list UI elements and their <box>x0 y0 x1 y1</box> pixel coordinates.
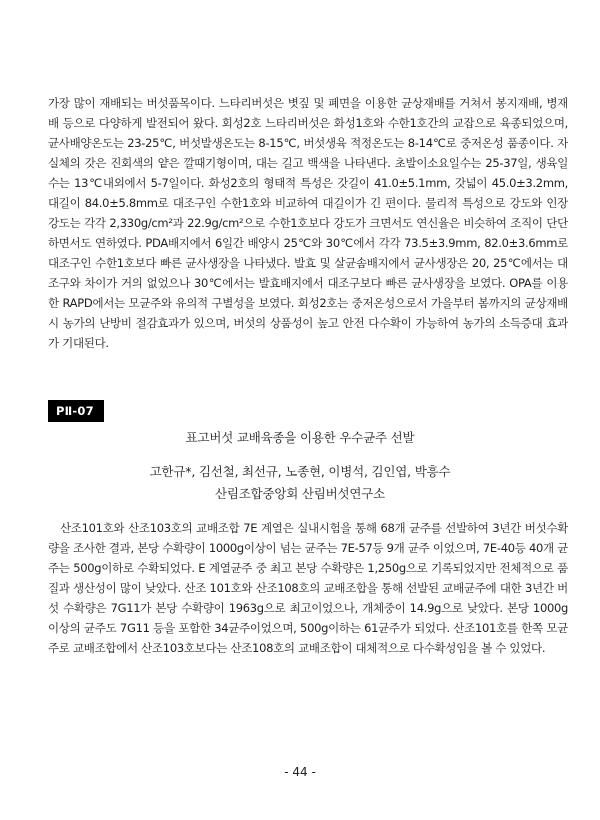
abstract-continuation-paragraph: 가장 많이 재배되는 버섯품목이다. 느타리버섯은 볏짚 및 폐면을 이용한 균상재배를 거쳐서 봉지재배, 병재배 등으로 다양하게 발전되어 왔다. 회성2호 느타리버섯은 화성1호와 수한1호간의 교잡으로 육종되었으며, 균사배양온도는 23-25℃, 버섯발생온도는 8-15℃, 버섯생육 적정온도는 8-14℃로 중저온성 품종이다. 자실체의 갓은 진회색의 얕은 깔때기형이며, 대는 길고 백색을 나타낸다. 초발이소요일수는 25-37일, 생육일수는 13℃내외에서 5-7일이다. 화성2호의 형태적 특성은 갓길이 41.0±5.1mm, 갓넓이 45.0±3.2mm, 대길이 84.0±5.8mm로 대조구인 수한1호와 비교하여 대길이가 긴 편이다. 물리적 특성으로 강도와 인장강도는 각각 2,330g/cm²과 22.9g/cm²으로 수한1호보다 강도가 크면서도 연신율은 비슷하여 조직이 단단하면서도 연하였다. PDA배지에서 6일간 배양시 25℃와 30℃에서 각각 73.5±3.9mm, 82.0±3.6mm로 대조구인 수한1호보다 빠른 균사생장을 나타냈다. 발효 및 살균솜배지에서 균사생장은 20, 25℃에서는 대조구와 차이가 거의 없었으나 30℃에서는 발효배지에서 대조구보다 빠른 균사생장을 보였다. OPA를 이용한 RAPD에서는 모균주와 유의적 구별성을 보였다. 회성2호는 중저온성으로서 가을부터 봄까지의 균상재배시 농가의 난방비 절감효과가 있으며, 버섯의 상품성이 높고 안전 다수확이 가능하여 농가의 소득증대 효과가 기대된다. <box>48 96 568 350</box>
abstract-body-paragraph: 산조101호와 산조103호의 교배조합 7E 계열은 실내시험을 통해 68개 균주를 선발하여 3년간 버섯수확량을 조사한 결과, 본당 수확량이 1000g이상이 넘는 균주는 7E-57등 9개 균주 이었으며, 7E-40등 40개 균주는 500g이하로 수확되었다. E 계열균주 중 최고 본당 수확량은 1,250g으로 기록되었지만 전체적으로 품질과 생산성이 많이 낮았다. 산조 101호와 산조108호의 교배조합을 통해 선발된 교배균주에 대한 3년간 버섯 수확량은 7G11가 본당 수확량이 1963g으로 최고이었으나, 개체중이 14.9g으로 낮았다. 본당 1000g이상의 균주도 7G11 등을 포함한 34균주이었으며, 500g이하는 61균주가 되었다. 산조101호를 한쪽 모균주로 교배조합에서 산조103호보다는 산조108호의 교배조합이 대체적으로 다수확성임을 볼 수 있었다. <box>48 521 568 655</box>
abstract-title: 표고버섯 교배육종을 이용한 우수균주 선발 <box>185 430 415 445</box>
affiliation: 산림조합중앙회 산림버섯연구소 <box>214 486 386 501</box>
abstract-code-badge: PⅡ-07 <box>48 400 104 422</box>
page-number: - 44 - <box>284 765 316 779</box>
author-list: 고한규*, 김선철, 최선규, 노종현, 이병석, 김인엽, 박흥수 <box>149 464 451 479</box>
